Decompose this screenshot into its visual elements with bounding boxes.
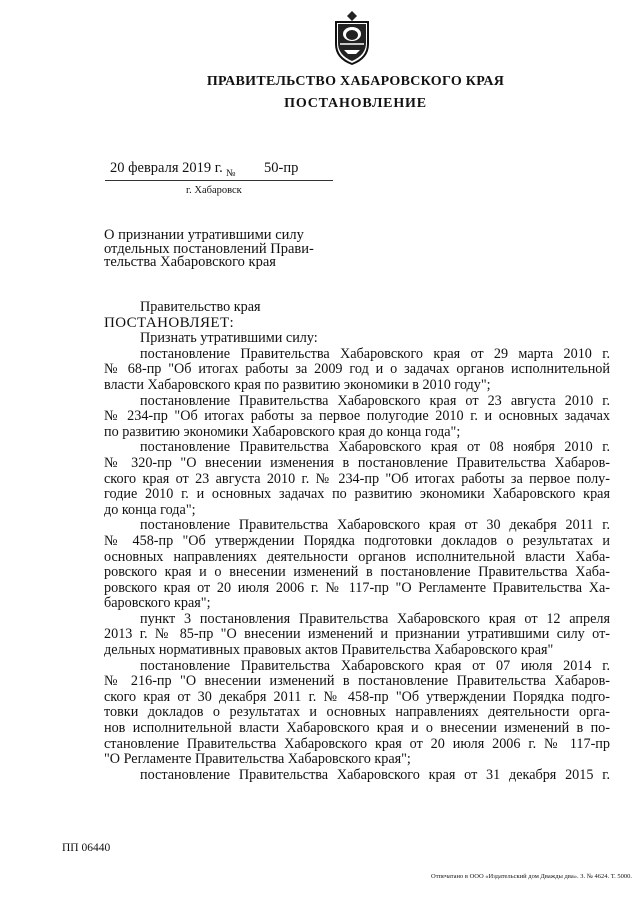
body-line: по развитию экономики Хабаровского края до конца года"; xyxy=(104,424,461,440)
body-line: № 320-пр "О внесении изменения в постановление Правительства Хабаров- xyxy=(104,455,610,471)
body-line: постановление Правительства Хабаровского края от 31 декабря 2015 г. xyxy=(140,767,610,783)
form-code: ПП 06440 xyxy=(62,842,111,854)
body-line: баровского края"; xyxy=(104,596,211,612)
body-line: годие 2010 г. и основных задачах по развитию экономики Хабаровского края xyxy=(104,487,610,503)
body-line: постановление Правительства Хабаровского края от 08 ноября 2010 г. xyxy=(140,440,610,456)
body-line: власти Хабаровского края по развитию экономики в 2010 году"; xyxy=(104,377,491,393)
body-line: нов исполнительной власти Хабаровского края и о внесении изменений в по- xyxy=(104,721,610,737)
body-line: ского края от 30 декабря 2011 г. № 458-пр "Об утверждении Порядка подго- xyxy=(104,689,610,705)
body-line: ПОСТАНОВЛЯЕТ: xyxy=(104,315,235,331)
body-line: постановление Правительства Хабаровского края от 23 августа 2010 г. xyxy=(140,393,610,409)
organization-title: ПРАВИТЕЛЬСТВО ХАБАРОВСКОГО КРАЯ xyxy=(206,74,505,89)
body-line: до конца года"; xyxy=(104,502,196,518)
document-body xyxy=(104,300,610,783)
body-line: ского края от 23 августа 2010 г. № 234-пр "Об итогах работы за первое полу- xyxy=(104,471,610,487)
body-line: № 68-пр "Об итогах работы за 2009 год и о задачах органов исполнительной xyxy=(104,362,610,378)
body-line: Правительство края xyxy=(140,300,261,315)
printer-imprint: Отпечатано в ООО «Издательский дом Дважды два». З. № 4624. Т. 5000. xyxy=(431,873,632,880)
body-line: "О Регламенте Правительства Хабаровского края"; xyxy=(104,752,411,768)
body-line: постановление Правительства Хабаровского края от 07 июля 2014 г. xyxy=(140,658,610,674)
body-line: пункт 3 постановления Правительства Хабаровского края от 12 апреля xyxy=(140,611,610,627)
body-line: основных направлениях деятельности органов исполнительной власти Хаба- xyxy=(104,549,610,565)
document-date: 20 февраля 2019 г. xyxy=(110,160,223,176)
khabarovsk-coat-of-arms-icon xyxy=(330,10,374,66)
body-line: дельных нормативных правовых актов Правительства Хабаровского края" xyxy=(104,643,554,659)
document-type: ПОСТАНОВЛЕНИЕ xyxy=(284,96,427,111)
body-line: ровского края от 20 июля 2006 г. № 117-пр "О Регламенте Правительства Ха- xyxy=(104,580,610,596)
subject-line: О признании утратившими силу xyxy=(104,227,304,243)
body-line: Признать утратившими силу: xyxy=(140,331,318,347)
body-line: ровского края и о внесении изменений в постановление Правительства Хаба- xyxy=(104,565,610,581)
body-line: становление Правительства Хабаровского края от 20 июля 2006 г. № 117-пр xyxy=(104,736,610,752)
body-line: постановление Правительства Хабаровского края от 29 марта 2010 г. xyxy=(140,346,610,362)
subject-line: отдельных постановлений Прави- xyxy=(104,240,314,257)
body-line: № 216-пр "О внесении изменений в постановление Правительства Хабаров- xyxy=(104,674,610,690)
body-line: товки докладов о результатах и основных направлениях деятельности орга- xyxy=(104,705,610,721)
city-label: г. Хабаровск xyxy=(186,185,242,196)
document-number: 50-пр xyxy=(264,160,299,176)
body-line: постановление Правительства Хабаровского края от 30 декабря 2011 г. xyxy=(140,518,610,534)
document-subject xyxy=(104,229,334,270)
body-line: 2013 г. № 85-пр "О внесении изменений и признании утратившими силу от- xyxy=(104,627,610,643)
number-sign: № xyxy=(226,168,236,179)
body-line: № 234-пр "Об итогах работы за первое полугодие 2010 г. и основных задачах xyxy=(104,409,610,425)
subject-line: тельства Хабаровского края xyxy=(104,254,276,270)
body-line: № 458-пр "Об утверждении Порядка подготовки докладов о результатах и xyxy=(104,533,610,549)
date-underline xyxy=(105,180,333,181)
